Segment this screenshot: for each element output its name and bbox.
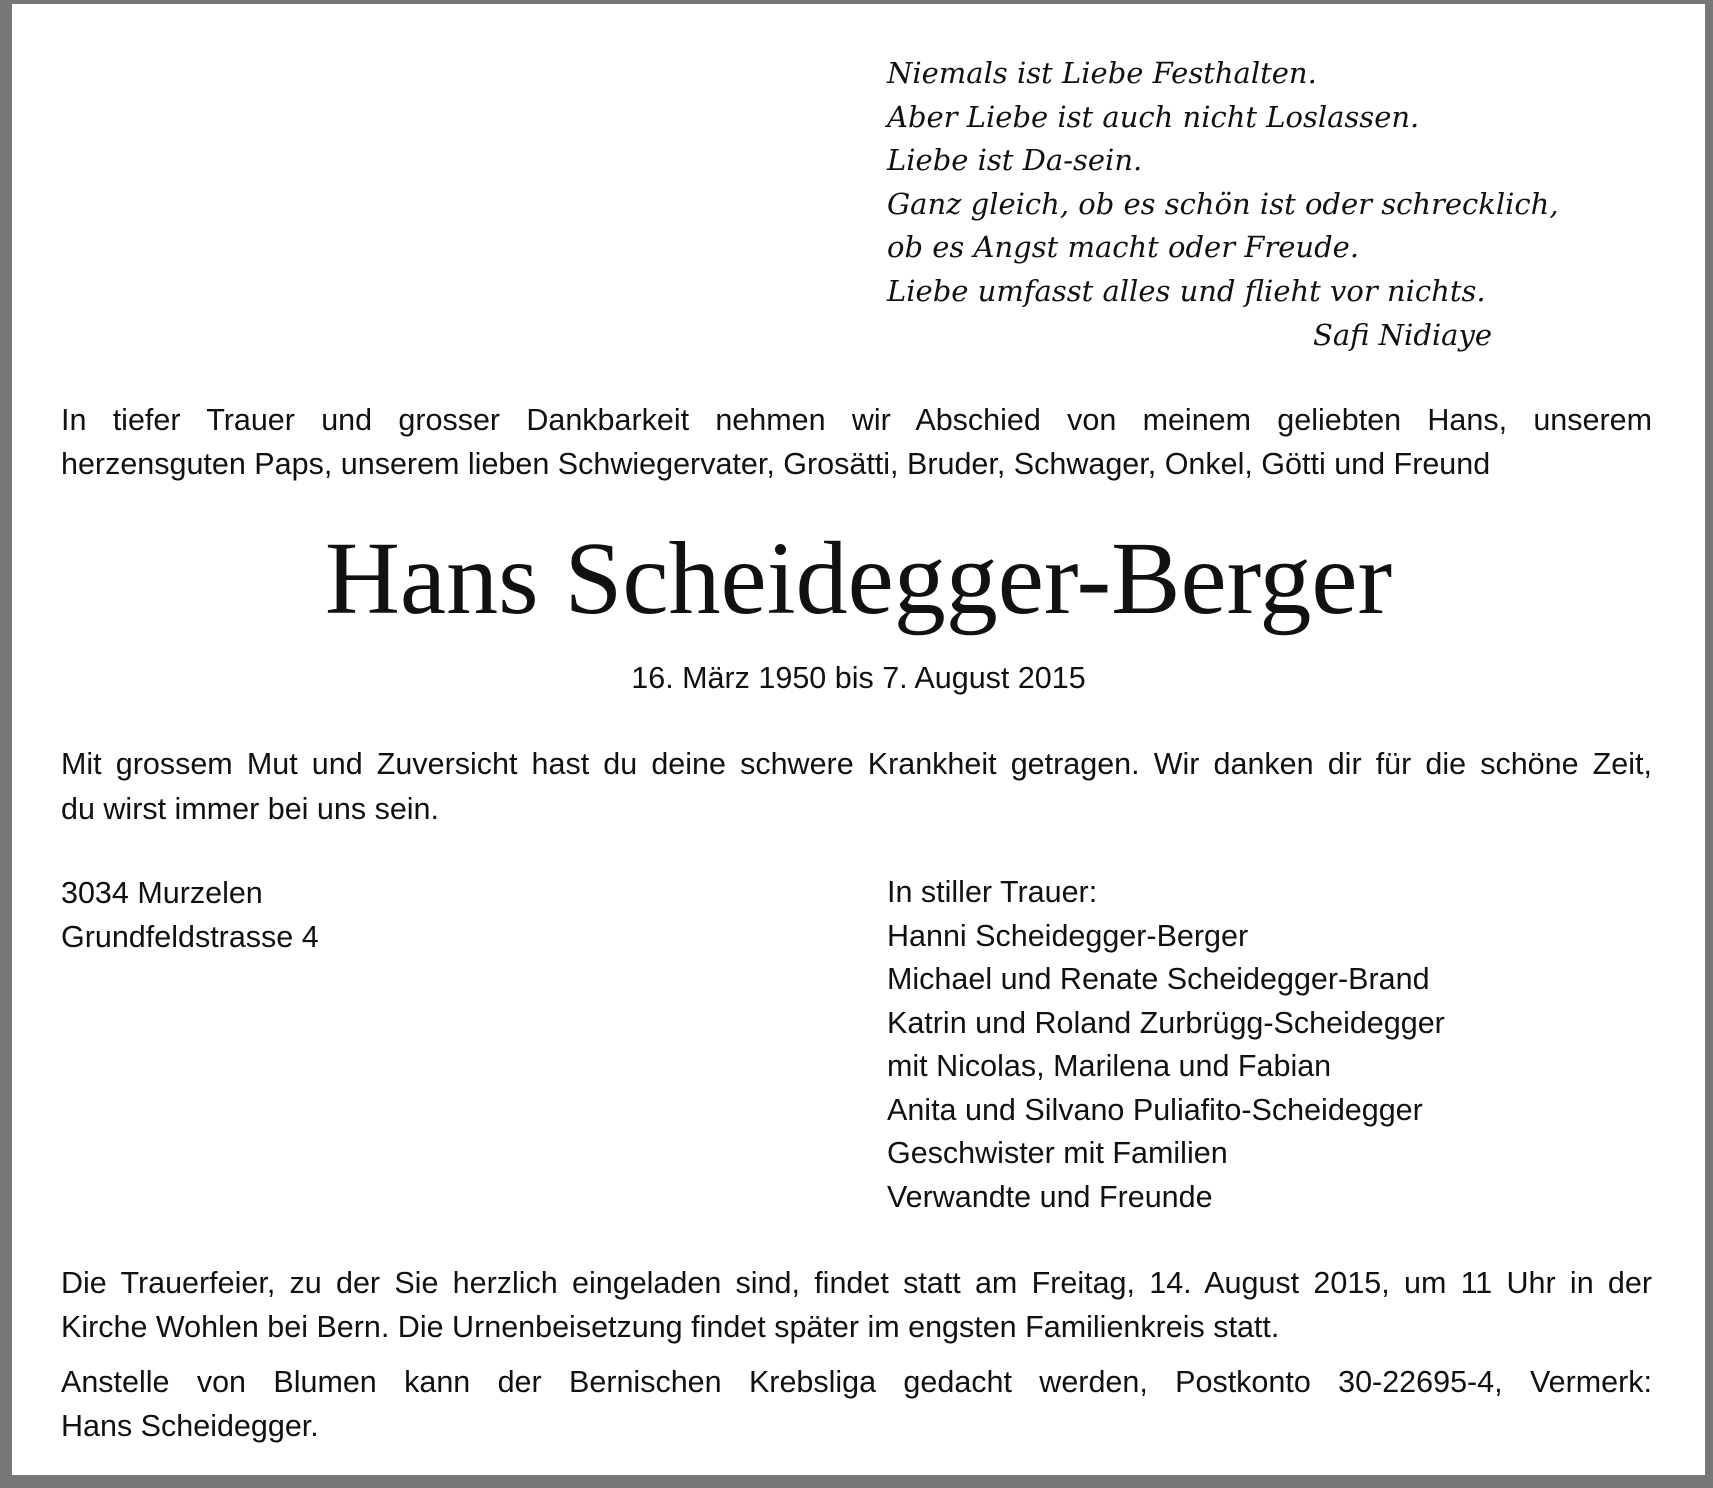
obituary-page: [12, 4, 1705, 1475]
ceremony-line-1: Die Trauerfeier, zu der Sie herzlich eingeladen sind, findet statt am Freitag, 14. August 2015, um 11 Uhr in der: [61, 1266, 1652, 1300]
message-line-1: Mit grossem Mut und Zuversicht hast du deine schwere Krankheit getragen. Wir danken dir für die schöne Zeit,: [61, 747, 1652, 781]
mourner: Geschwister mit Familien: [887, 1136, 1228, 1170]
mourner: Hanni Scheidegger-Berger: [887, 918, 1249, 953]
poem-line: Ganz gleich, ob es schön ist oder schrecklich,: [887, 186, 1559, 221]
mourners: [887, 871, 1445, 1219]
poem: [887, 52, 1559, 357]
poem-line: Aber Liebe ist auch nicht Loslassen.: [887, 99, 1420, 134]
poem-author: Safi Nidiaye: [1312, 317, 1492, 352]
poem-line: Niemals ist Liebe Festhalten.: [887, 56, 1317, 90]
mourner: Katrin und Roland Zurbrügg-Scheidegger: [887, 1005, 1445, 1040]
poem-line: Liebe ist Da-sein.: [887, 143, 1143, 178]
poem-line: Liebe umfasst alles und flieht vor nichts.: [887, 273, 1486, 308]
intro-line-1: In tiefer Trauer und grosser Dankbarkeit nehmen wir Abschied von meinem geliebten Hans, unserem: [61, 403, 1652, 437]
address: [61, 871, 319, 959]
donation-line-1: Anstelle von Blumen kann der Bernischen Krebsliga gedacht werden, Postkonto 30-22695-4, Vermerk:: [61, 1365, 1652, 1399]
mourners-heading: In stiller Trauer:: [887, 875, 1098, 909]
address-line: 3034 Murzelen: [61, 876, 263, 910]
mourner: mit Nicolas, Marilena und Fabian: [887, 1049, 1332, 1083]
life-dates: 16. März 1950 bis 7. August 2015: [631, 661, 1086, 695]
message-line-2: du wirst immer bei uns sein.: [61, 792, 439, 826]
intro-line-2: herzensguten Paps, unserem lieben Schwiegervater, Grosätti, Bruder, Schwager, Onkel, Götti und Freund: [61, 447, 1491, 481]
ceremony-line-2: Kirche Wohlen bei Bern. Die Urnenbeisetzung findet später im engsten Familienkreis statt.: [61, 1310, 1280, 1344]
poem-line: ob es Angst macht oder Freude.: [887, 230, 1360, 265]
mourner: Michael und Renate Scheidegger-Brand: [887, 962, 1430, 996]
mourner: Verwandte und Freunde: [887, 1179, 1213, 1214]
donation-line-2: Hans Scheidegger.: [61, 1409, 319, 1443]
deceased-name: Hans Scheidegger-Berger: [324, 521, 1393, 636]
address-line: Grundfeldstrasse 4: [61, 920, 319, 954]
mourner: Anita und Silvano Puliafito-Scheidegger: [887, 1092, 1423, 1127]
